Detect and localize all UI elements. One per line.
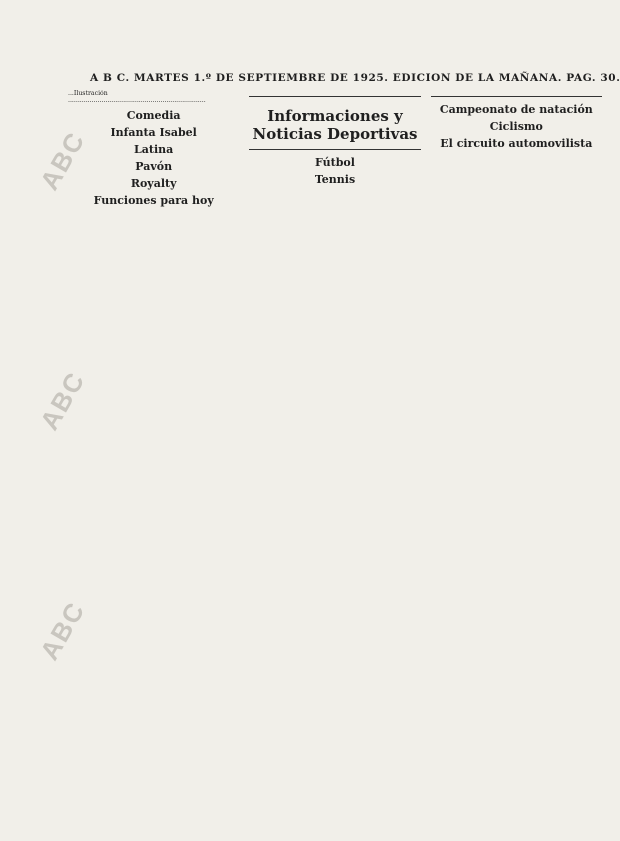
column-right: [431, 90, 602, 829]
page-header: A B C. MARTES 1.º DE SEPTIEMBRE DE 1925. EDICION DE LA MAÑANA. PAG. 30.: [90, 72, 620, 84]
divider: [249, 149, 420, 150]
section-heading: Latina: [134, 142, 174, 156]
divider: [249, 96, 420, 97]
section-heading: Tennis: [314, 173, 356, 186]
column-left: [68, 90, 239, 829]
section-heading: Funciones para hoy: [93, 193, 214, 207]
divider: [431, 96, 602, 97]
column-text: ...Ilustración ......................................................................: [68, 90, 206, 105]
section-heading: Campeonato de natación: [439, 103, 593, 116]
watermark: ABC ABC ABC: [34, 126, 92, 665]
section-heading: Comedia: [126, 108, 181, 122]
section-heading: Infanta Isabel: [110, 125, 197, 139]
section-heading: Pavón: [135, 159, 173, 173]
columns: [68, 90, 602, 829]
section-heading: Royalty: [130, 176, 177, 190]
section-heading: El circuito automovilista: [440, 137, 593, 150]
section-heading: Fútbol: [315, 156, 355, 169]
section-heading: Informaciones y Noticias Deportivas: [252, 107, 418, 143]
column-middle: [249, 90, 420, 829]
section-heading: Ciclismo: [489, 120, 543, 133]
